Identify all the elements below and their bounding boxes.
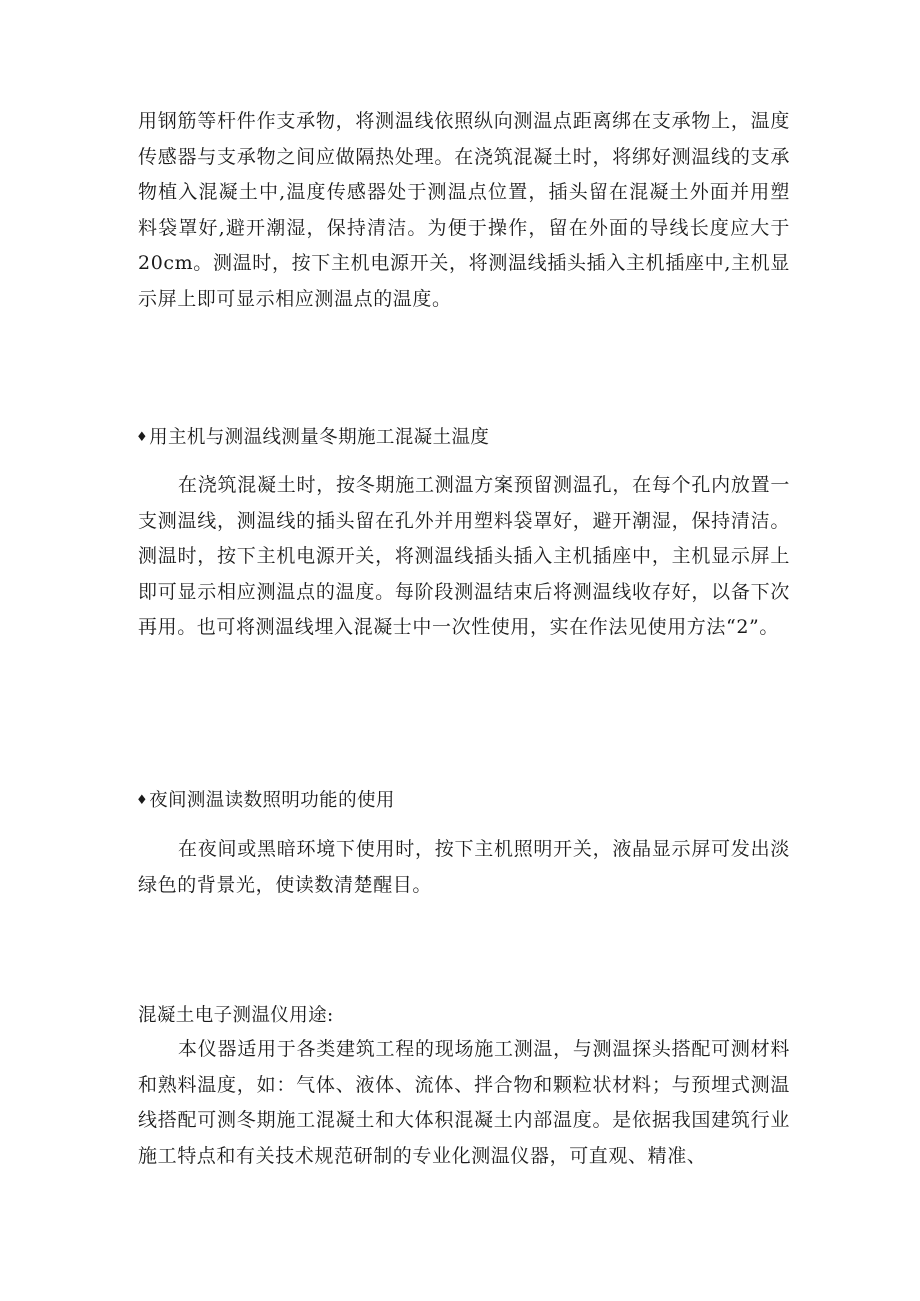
intro-paragraph: 用钢筋等杆件作支承物，将测温线依照纵向测温点距离绑在支承物上，温度传感器与支承物之间应做隔热处理。在浇筑混凝土时，将绑好测温线的支承物植入混凝土中,温度传感器处于测温点位置，插头留在混凝土外面并用塑料袋罩好,避开潮湿，保持清洁。为便于操作，留在外面的导线长度应大于20cm。测温时，按下主机电源开关，将测温线插头插入主机插座中,主机显示屏上即可显示相应测温点的温度。 [138, 110, 790, 310]
section-heading-night-lighting [136, 787, 395, 815]
diamond-bullet-icon: ♦ [136, 430, 149, 445]
section-body-night-lighting: 在夜间或黑暗环境下使用时，按下主机照明开关，液晶显示屏可发出淡绿色的背景光，使读数清楚醒目。 [138, 838, 790, 896]
section-heading-text: 夜间测温读数照明功能的使用 [149, 790, 395, 811]
section-heading-winter-measurement [136, 424, 489, 452]
section-heading-text: 用主机与测温线测量冬期施工混凝土温度 [149, 427, 490, 448]
usage-paragraph: 本仪器适用于各类建筑工程的现场施工测温，与测温探头搭配可测材料和熟料温度，如：气体、液体、流体、拌合物和颗粒状材料；与预埋式测温线搭配可测冬期施工混凝土和大体积混凝土内部温度。是依据我国建筑行业施工特点和有关技术规范研制的专业化测温仪器，可直观、精准、 [138, 1038, 790, 1167]
section-body-winter-measurement: 在浇筑混凝土时，按冬期施工测温方案预留测温孔，在每个孔内放置一支测温线，测温线的插头留在孔外并用塑料袋罩好，避开潮湿，保持清洁。测温时，按下主机电源开关，将测温线插头插入主机插座中，主机显示屏上即可显示相应测温点的温度。每阶段测温结束后将测温线收存好，以备下次再用。也可将测温线埋入混凝士中一次性使用，实在作法见使用方法“2”。 [138, 474, 790, 638]
usage-heading: 混凝土电子测温仪用途: [138, 1005, 334, 1026]
diamond-bullet-icon: ♦ [136, 793, 149, 808]
